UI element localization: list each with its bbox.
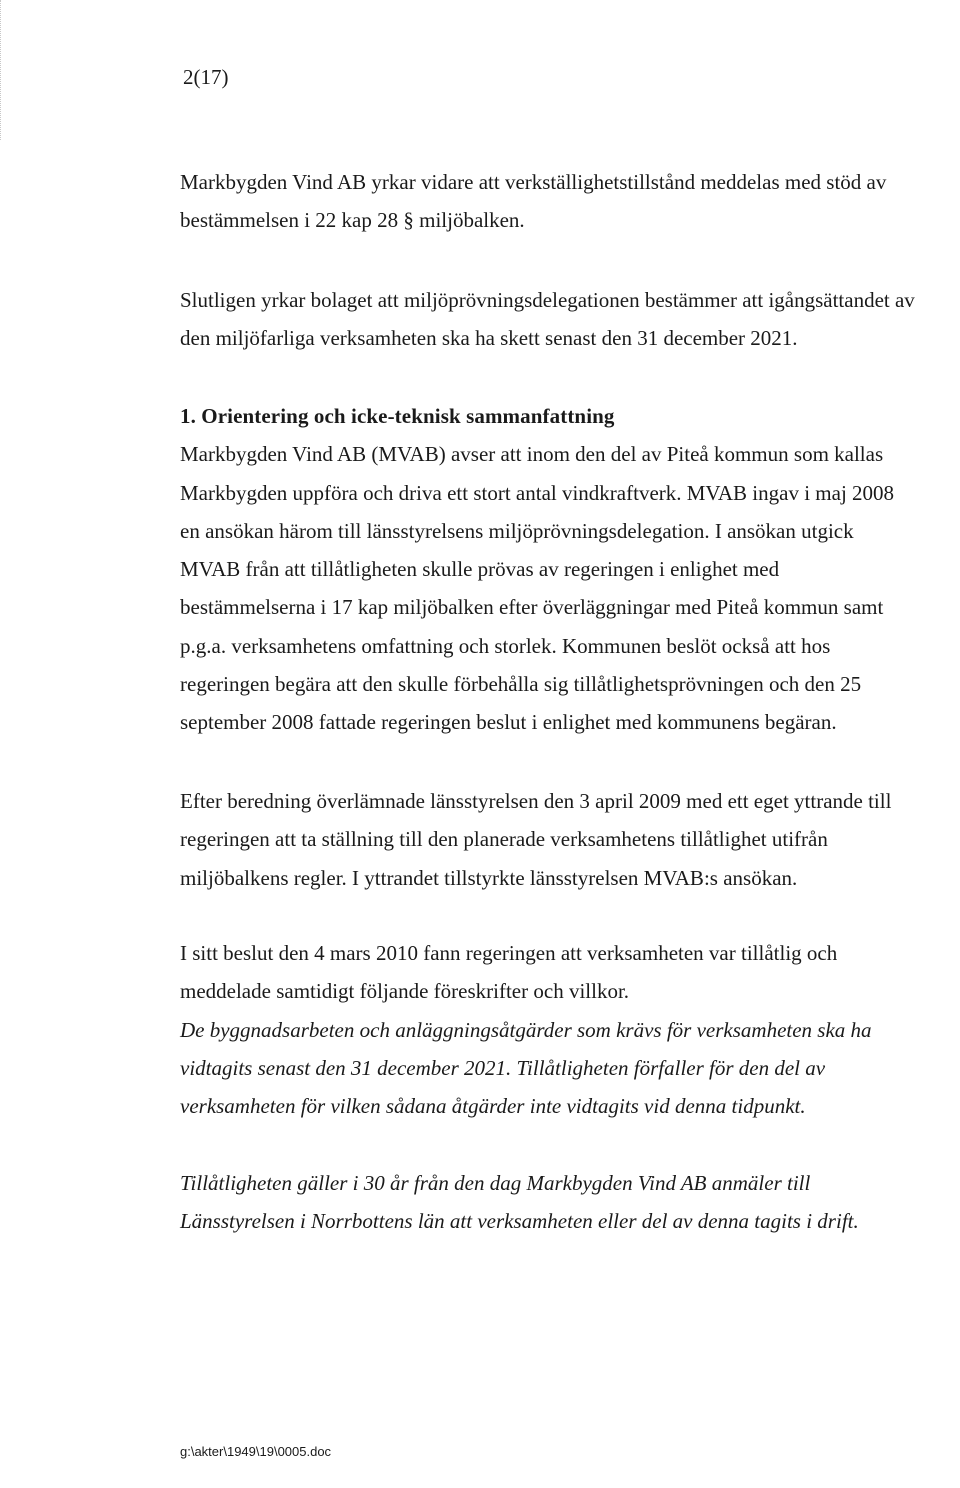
text-line: Efter beredning överlämnade länsstyrelsen den 3 april 2009 med ett eget yttrande till [180, 789, 892, 813]
text-line: en ansökan härom till länsstyrelsens miljöprövningsdelegation. I ansökan utgick [180, 518, 854, 543]
text-line: I sitt beslut den 4 mars 2010 fann regeringen att verksamheten var tillåtlig och [180, 941, 838, 965]
footer-file-path: g:\akter\1949\19\0005.doc [180, 1444, 332, 1459]
text-line: bestämmelsen i 22 kap 28 § miljöbalken. [180, 208, 525, 233]
text-line: regeringen att ta ställning till den planerade verksamhetens tillåtlighet utifrån [180, 827, 828, 852]
text-line: september 2008 fattade regeringen beslut i enlighet med kommunens begäran. [180, 710, 837, 735]
scan-edge-marks [0, 0, 4, 140]
text-line: regeringen begära att den skulle förbehålla sig tillåtlighetsprövningen och den 25 [180, 672, 862, 697]
paragraph-igangsattande [180, 281, 940, 358]
text-line: p.g.a. verksamhetens omfattning och storlek. Kommunen beslöt också att hos [180, 633, 831, 658]
quoted-condition-line: Länsstyrelsen i Norrbottens län att verksamheten eller del av denna tagits i drift. [180, 1209, 859, 1234]
quoted-condition-line: De byggnadsarbeten och anläggningsåtgärder som krävs för verksamheten ska ha [180, 1017, 872, 1042]
text-line: bestämmelserna i 17 kap miljöbalken efter överläggningar med Piteå kommun samt [180, 595, 884, 620]
text-line: Markbygden Vind AB yrkar vidare att verkställighetstillstånd meddelas med stöd av [180, 170, 887, 194]
text-line: Markbygden uppföra och driva ett stort antal vindkraftverk. MVAB ingav i maj 2008 [180, 480, 895, 505]
text-line: Markbygden Vind AB (MVAB) avser att inom den del av Piteå kommun som kallas [180, 442, 884, 467]
text-line: meddelade samtidigt följande föreskrifter och villkor. [180, 979, 630, 1004]
text-line: miljöbalkens regler. I yttrandet tillstyrkte länsstyrelsen MVAB:s ansökan. [180, 865, 798, 890]
quoted-condition-line: verksamheten för vilken sådana åtgärder inte vidtagits vid denna tidpunkt. [180, 1094, 806, 1119]
text-line: Slutligen yrkar bolaget att miljöprövningsdelegationen bestämmer att igångsättandet av [180, 288, 915, 312]
page-number: 2(17) [183, 65, 229, 89]
paragraph-beredning [180, 782, 940, 897]
section-orientering [180, 397, 940, 742]
section-heading: 1. Orientering och icke-teknisk sammanfattning [180, 404, 615, 428]
paragraph-verkstallighet [180, 163, 940, 240]
paragraph-tillatlighet-giltighet [180, 1164, 940, 1241]
quoted-condition-line: vidtagits senast den 31 december 2021. Tillåtligheten förfaller för den del av [180, 1055, 826, 1080]
quoted-condition-line: Tillåtligheten gäller i 30 år från den dag Markbygden Vind AB anmäler till [180, 1171, 811, 1195]
paragraph-regeringens-beslut [180, 934, 940, 1125]
text-line: MVAB från att tillåtligheten skulle prövas av regeringen i enlighet med [180, 557, 780, 582]
text-line: den miljöfarliga verksamheten ska ha skett senast den 31 december 2021. [180, 326, 798, 351]
